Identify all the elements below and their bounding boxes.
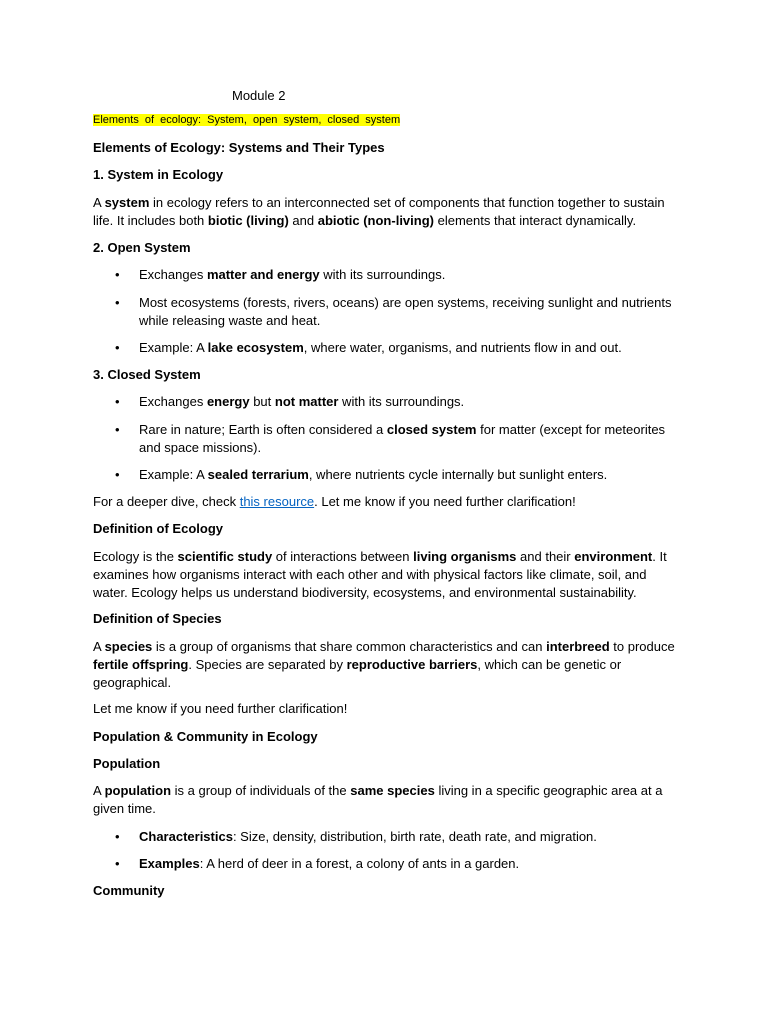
bullet-icon: •	[115, 856, 120, 871]
open-system-heading: 2. Open System	[93, 240, 191, 255]
list-item-text: Rare in nature; Earth is often considered a closed system for matter (except for meteorites and space missions).	[139, 422, 666, 455]
bullet-icon: •	[115, 829, 120, 844]
bullet-icon: •	[115, 422, 120, 437]
list-item-text: Most ecosystems (forests, rivers, oceans) are open systems, receiving sunlight and nutrients while releasing waste and heat.	[139, 295, 672, 328]
system-paragraph: A system in ecology refers to an interconnected set of components that function together to sustain life. It includes both biotic (living) and abiotic (non-living) elements that interact dynamically.	[93, 195, 665, 228]
population-paragraph: A population is a group of individuals of the same species living in a specific geographic area at a given time.	[93, 783, 663, 816]
list-item-text: Exchanges matter and energy with its surroundings.	[139, 267, 446, 282]
clarification-paragraph: Let me know if you need further clarification!	[93, 701, 348, 716]
bullet-icon: •	[115, 295, 120, 310]
population-community-heading: Population & Community in Ecology	[93, 729, 318, 744]
bullet-icon: •	[115, 267, 120, 282]
list-item-text: Examples: A herd of deer in a forest, a colony of ants in a garden.	[139, 856, 520, 871]
highlighted-topic-text: Elements of ecology: System, open system, closed system	[93, 114, 401, 126]
bullet-icon: •	[115, 394, 120, 409]
bullet-icon: •	[115, 467, 120, 482]
population-heading: Population	[93, 756, 161, 771]
ecology-heading: Definition of Ecology	[93, 521, 223, 536]
highlighted-topic-line	[93, 113, 400, 128]
list-item-text: Example: A lake ecosystem, where water, organisms, and nutrients flow in and out.	[139, 340, 622, 355]
resource-link[interactable]: this resource	[239, 494, 315, 509]
ecology-paragraph: Ecology is the scientific study of interactions between living organisms and their environment. It examines how organisms interact with each other and with physical factors like climate, soil, and water. Ecology helps us understand biodiversity, ecosystems, and environmental sustainability.	[93, 549, 667, 600]
community-heading: Community	[93, 883, 165, 898]
deeper-dive-paragraph: For a deeper dive, check this resource. Let me know if you need further clarification!	[93, 494, 576, 509]
list-item-text: Example: A sealed terrarium, where nutrients cycle internally but sunlight enters.	[139, 467, 608, 482]
system-heading: 1. System in Ecology	[93, 167, 224, 182]
main-heading: Elements of Ecology: Systems and Their Types	[93, 140, 385, 155]
closed-system-heading: 3. Closed System	[93, 367, 201, 382]
list-item-text: Exchanges energy but not matter with its surroundings.	[139, 394, 465, 409]
list-item-text: Characteristics: Size, density, distribution, birth rate, death rate, and migration.	[139, 829, 597, 844]
bullet-icon: •	[115, 340, 120, 355]
module-title: Module 2	[232, 88, 286, 103]
species-heading: Definition of Species	[93, 611, 222, 626]
species-paragraph: A species is a group of organisms that share common characteristics and can interbreed to produce fertile offspring. Species are separated by reproductive barriers, which can be genetic or geographical.	[93, 639, 675, 690]
